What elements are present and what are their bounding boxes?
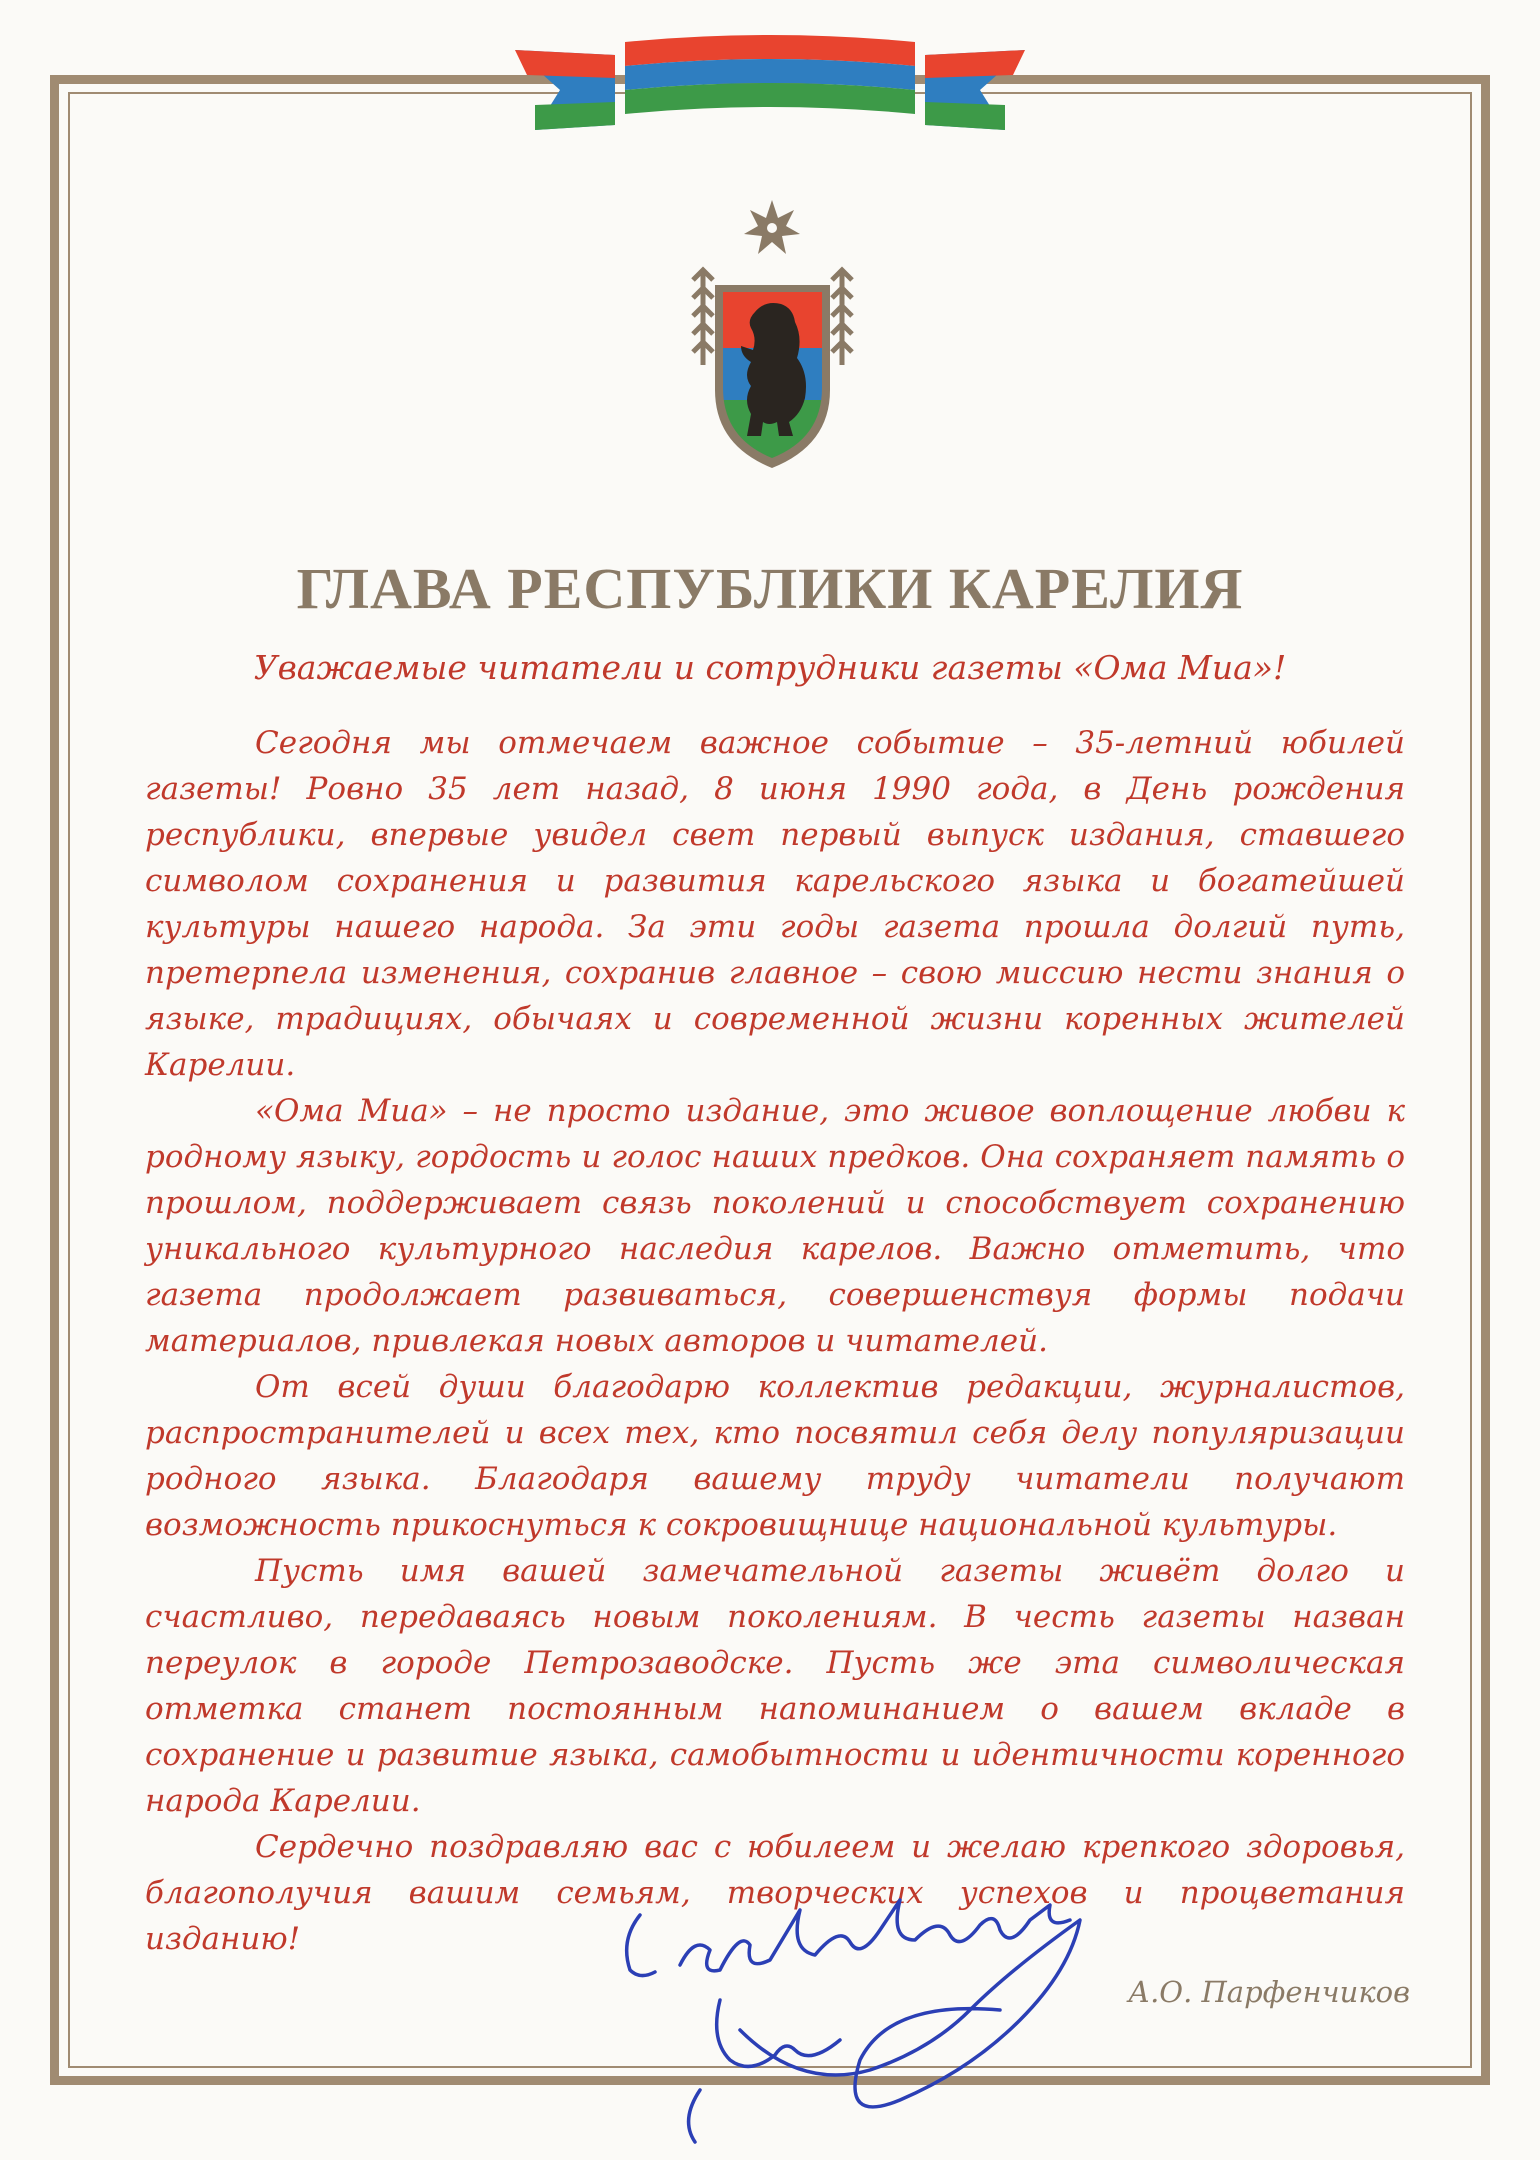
paragraph: Сегодня мы отмечаем важное событие – 35-летний юбилей газеты! Ровно 35 лет назад, 8 июня 1990 года, в День рождения республики, впервые увидел свет первый выпуск издания, ставшего символом сохранения и развития карельского языка и богатейшей культуры нашего народа. За эти годы газета прошла долгий путь, претерпела изменения, сохранив главное – свою миссию нести знания о языке, традициях, обычаях и современной жизни коренных жителей Карелии. xyxy=(145,725,1405,1083)
paragraph: «Ома Миа» – не просто издание, это живое воплощение любви к родному языку, гордость и голос наших предков. Она сохраняет память о прошлом, поддерживает связь поколений и способствует сохранению уникального культурного наследия карелов. Важно отметить, что газета продолжает развиваться, совершенствуя формы подачи материалов, привлекая новых авторов и читателей. xyxy=(145,1093,1405,1359)
paragraph: От всей души благодарю коллектив редакции, журналистов, распространителей и всех тех, кто посвятил себя делу популяризации родного языка. Благодаря вашему труду читатели получают возможность прикоснуться к сокровищнице национальной культуры. xyxy=(145,1369,1405,1543)
coat-of-arms-icon xyxy=(685,200,860,480)
paragraph: Сердечно поздравляю вас с юбилеем и желаю крепкого здоровья, благополучия вашим семьям, творческих успехов и процветания изданию! xyxy=(145,1829,1405,1957)
letter-body xyxy=(145,720,1405,1962)
greeting-line: Уважаемые читатели и сотрудники газеты «Ома Миа»! xyxy=(253,648,1287,687)
signer-name: А.О. Парфенчиков xyxy=(1128,1975,1410,2009)
handwritten-signature xyxy=(600,1880,1220,2150)
flag-ribbon-icon xyxy=(515,30,1025,130)
page-title: ГЛАВА РЕСПУБЛИКИ КАРЕЛИЯ xyxy=(296,556,1244,621)
paragraph: Пусть имя вашей замечательной газеты живёт долго и счастливо, передаваясь новым поколениям. В честь газеты назван переулок в городе Петрозаводске. Пусть же эта символическая отметка станет постоянным напоминанием о вашем вкладе в сохранение и развитие языка, самобытности и идентичности коренного народа Карелии. xyxy=(145,1553,1405,1819)
